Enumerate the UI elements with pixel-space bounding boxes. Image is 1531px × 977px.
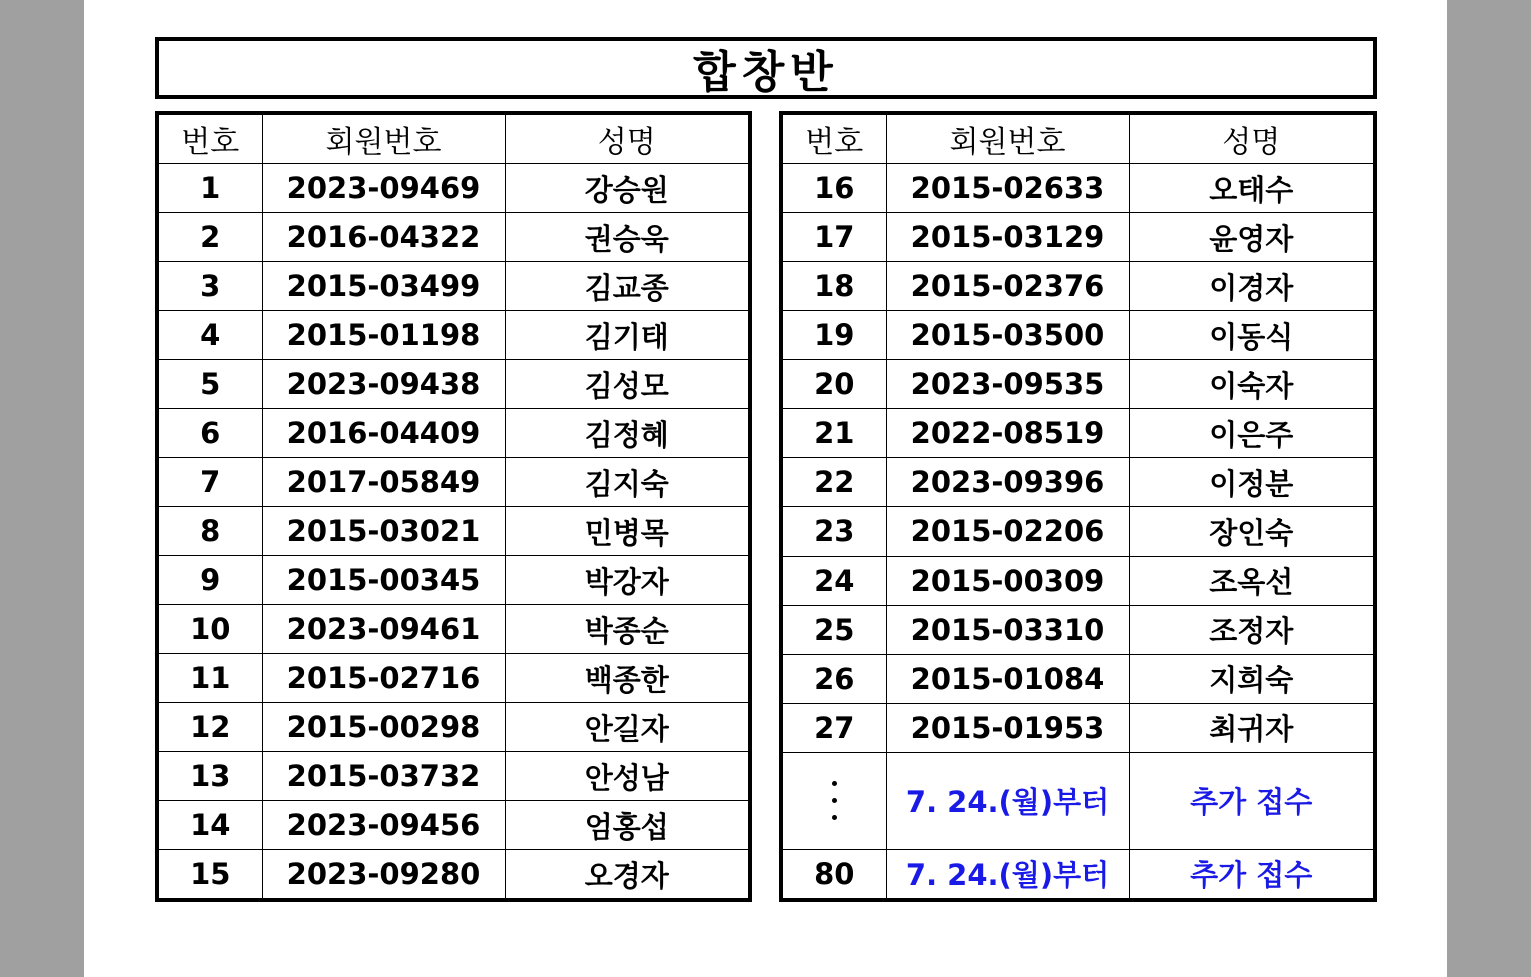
cell-name: 안길자 xyxy=(505,703,750,752)
roster-table-left xyxy=(155,111,752,902)
cell-name: 조옥선 xyxy=(1129,556,1375,605)
roster-table-right xyxy=(779,111,1377,902)
cell-no: 26 xyxy=(781,654,886,703)
cell-member-id: 2015-01953 xyxy=(886,703,1129,752)
cell-member-id: 2023-09456 xyxy=(262,801,505,850)
cell-name: 이동식 xyxy=(1129,311,1375,360)
cell-no: 17 xyxy=(781,213,886,262)
table-row xyxy=(781,654,1375,703)
cell-member-id: 2015-03310 xyxy=(886,605,1129,654)
header-no: 번호 xyxy=(157,113,262,164)
table-row xyxy=(781,213,1375,262)
page-title: 합창반 xyxy=(155,37,1377,99)
cell-member-id: 2015-01198 xyxy=(262,311,505,360)
cell-no: 6 xyxy=(157,409,262,458)
cell-no: 24 xyxy=(781,556,886,605)
cell-member-id: 2015-03500 xyxy=(886,311,1129,360)
ellipsis-cell xyxy=(781,752,886,849)
table-row xyxy=(781,605,1375,654)
cell-member-id: 2015-02633 xyxy=(886,164,1129,213)
cell-no: 15 xyxy=(157,850,262,901)
header-name: 성명 xyxy=(505,113,750,164)
cell-member-id: 2015-03021 xyxy=(262,507,505,556)
cell-no: 27 xyxy=(781,703,886,752)
cell-member-id: 2017-05849 xyxy=(262,458,505,507)
cell-no: 23 xyxy=(781,507,886,556)
table-row xyxy=(781,703,1375,752)
header-name: 성명 xyxy=(1129,113,1375,164)
cell-member-id: 2022-08519 xyxy=(886,409,1129,458)
table-row xyxy=(781,311,1375,360)
cell-no: 10 xyxy=(157,605,262,654)
table-row xyxy=(781,409,1375,458)
header-member-id: 회원번호 xyxy=(886,113,1129,164)
cell-no: 25 xyxy=(781,605,886,654)
table-row xyxy=(157,850,750,901)
cell-no: 7 xyxy=(157,458,262,507)
cell-name: 박강자 xyxy=(505,556,750,605)
cell-no: 11 xyxy=(157,654,262,703)
vertical-ellipsis-icon xyxy=(783,781,886,820)
table-row xyxy=(781,556,1375,605)
table-row xyxy=(157,409,750,458)
cell-member-id: 2016-04322 xyxy=(262,213,505,262)
cell-no: 13 xyxy=(157,752,262,801)
cell-no: 21 xyxy=(781,409,886,458)
cell-name: 김성모 xyxy=(505,360,750,409)
table-row xyxy=(157,507,750,556)
cell-no: 2 xyxy=(157,213,262,262)
table-row xyxy=(157,801,750,850)
cell-name: 박종순 xyxy=(505,605,750,654)
cell-name: 백종한 xyxy=(505,654,750,703)
cell-member-id: 2023-09469 xyxy=(262,164,505,213)
header-member-id: 회원번호 xyxy=(262,113,505,164)
cell-no: 9 xyxy=(157,556,262,605)
cell-member-id: 2015-02376 xyxy=(886,262,1129,311)
last-date: 7. 24.(월)부터 xyxy=(886,849,1129,900)
cell-no: 3 xyxy=(157,262,262,311)
cell-name: 오경자 xyxy=(505,850,750,901)
cell-member-id: 2015-00309 xyxy=(886,556,1129,605)
table-row xyxy=(157,311,750,360)
cell-name: 윤영자 xyxy=(1129,213,1375,262)
cell-name: 강승원 xyxy=(505,164,750,213)
cell-name: 이숙자 xyxy=(1129,360,1375,409)
cell-member-id: 2015-03732 xyxy=(262,752,505,801)
cell-name: 이경자 xyxy=(1129,262,1375,311)
cell-no: 22 xyxy=(781,458,886,507)
cell-name: 지희숙 xyxy=(1129,654,1375,703)
table-row xyxy=(157,654,750,703)
cell-member-id: 2023-09461 xyxy=(262,605,505,654)
cell-member-id: 2023-09396 xyxy=(886,458,1129,507)
last-note: 추가 접수 xyxy=(1129,849,1375,900)
cell-name: 조정자 xyxy=(1129,605,1375,654)
cell-no: 5 xyxy=(157,360,262,409)
extra-row xyxy=(781,752,1375,849)
cell-member-id: 2023-09280 xyxy=(262,850,505,901)
cell-member-id: 2015-01084 xyxy=(886,654,1129,703)
table-row xyxy=(157,703,750,752)
cell-member-id: 2015-00345 xyxy=(262,556,505,605)
cell-no: 16 xyxy=(781,164,886,213)
table-row xyxy=(157,556,750,605)
cell-name: 김정혜 xyxy=(505,409,750,458)
table-row xyxy=(781,360,1375,409)
cell-member-id: 2023-09535 xyxy=(886,360,1129,409)
cell-name: 이은주 xyxy=(1129,409,1375,458)
cell-name: 권승욱 xyxy=(505,213,750,262)
cell-no: 19 xyxy=(781,311,886,360)
table-row xyxy=(157,164,750,213)
cell-name: 김지숙 xyxy=(505,458,750,507)
cell-no: 12 xyxy=(157,703,262,752)
extra-date: 7. 24.(월)부터 xyxy=(886,752,1129,849)
table-row xyxy=(157,752,750,801)
cell-no: 80 xyxy=(781,849,886,900)
cell-no: 18 xyxy=(781,262,886,311)
cell-member-id: 2015-03129 xyxy=(886,213,1129,262)
cell-name: 김기태 xyxy=(505,311,750,360)
cell-no: 1 xyxy=(157,164,262,213)
cell-name: 최귀자 xyxy=(1129,703,1375,752)
cell-member-id: 2016-04409 xyxy=(262,409,505,458)
table-row xyxy=(157,360,750,409)
cell-name: 김교종 xyxy=(505,262,750,311)
table-row xyxy=(157,605,750,654)
cell-no: 4 xyxy=(157,311,262,360)
cell-name: 안성남 xyxy=(505,752,750,801)
extra-note: 추가 접수 xyxy=(1129,752,1375,849)
cell-no: 8 xyxy=(157,507,262,556)
cell-name: 오태수 xyxy=(1129,164,1375,213)
table-row xyxy=(157,213,750,262)
table-row xyxy=(781,458,1375,507)
cell-name: 이정분 xyxy=(1129,458,1375,507)
cell-name: 장인숙 xyxy=(1129,507,1375,556)
cell-member-id: 2015-02206 xyxy=(886,507,1129,556)
header-row xyxy=(157,113,750,164)
cell-member-id: 2015-02716 xyxy=(262,654,505,703)
cell-name: 민병목 xyxy=(505,507,750,556)
cell-no: 20 xyxy=(781,360,886,409)
table-row xyxy=(157,458,750,507)
cell-no: 14 xyxy=(157,801,262,850)
cell-member-id: 2015-00298 xyxy=(262,703,505,752)
cell-member-id: 2023-09438 xyxy=(262,360,505,409)
last-row xyxy=(781,849,1375,900)
table-row xyxy=(781,507,1375,556)
cell-name: 엄홍섭 xyxy=(505,801,750,850)
header-no: 번호 xyxy=(781,113,886,164)
table-row xyxy=(781,164,1375,213)
table-row xyxy=(157,262,750,311)
cell-member-id: 2015-03499 xyxy=(262,262,505,311)
table-row xyxy=(781,262,1375,311)
header-row xyxy=(781,113,1375,164)
